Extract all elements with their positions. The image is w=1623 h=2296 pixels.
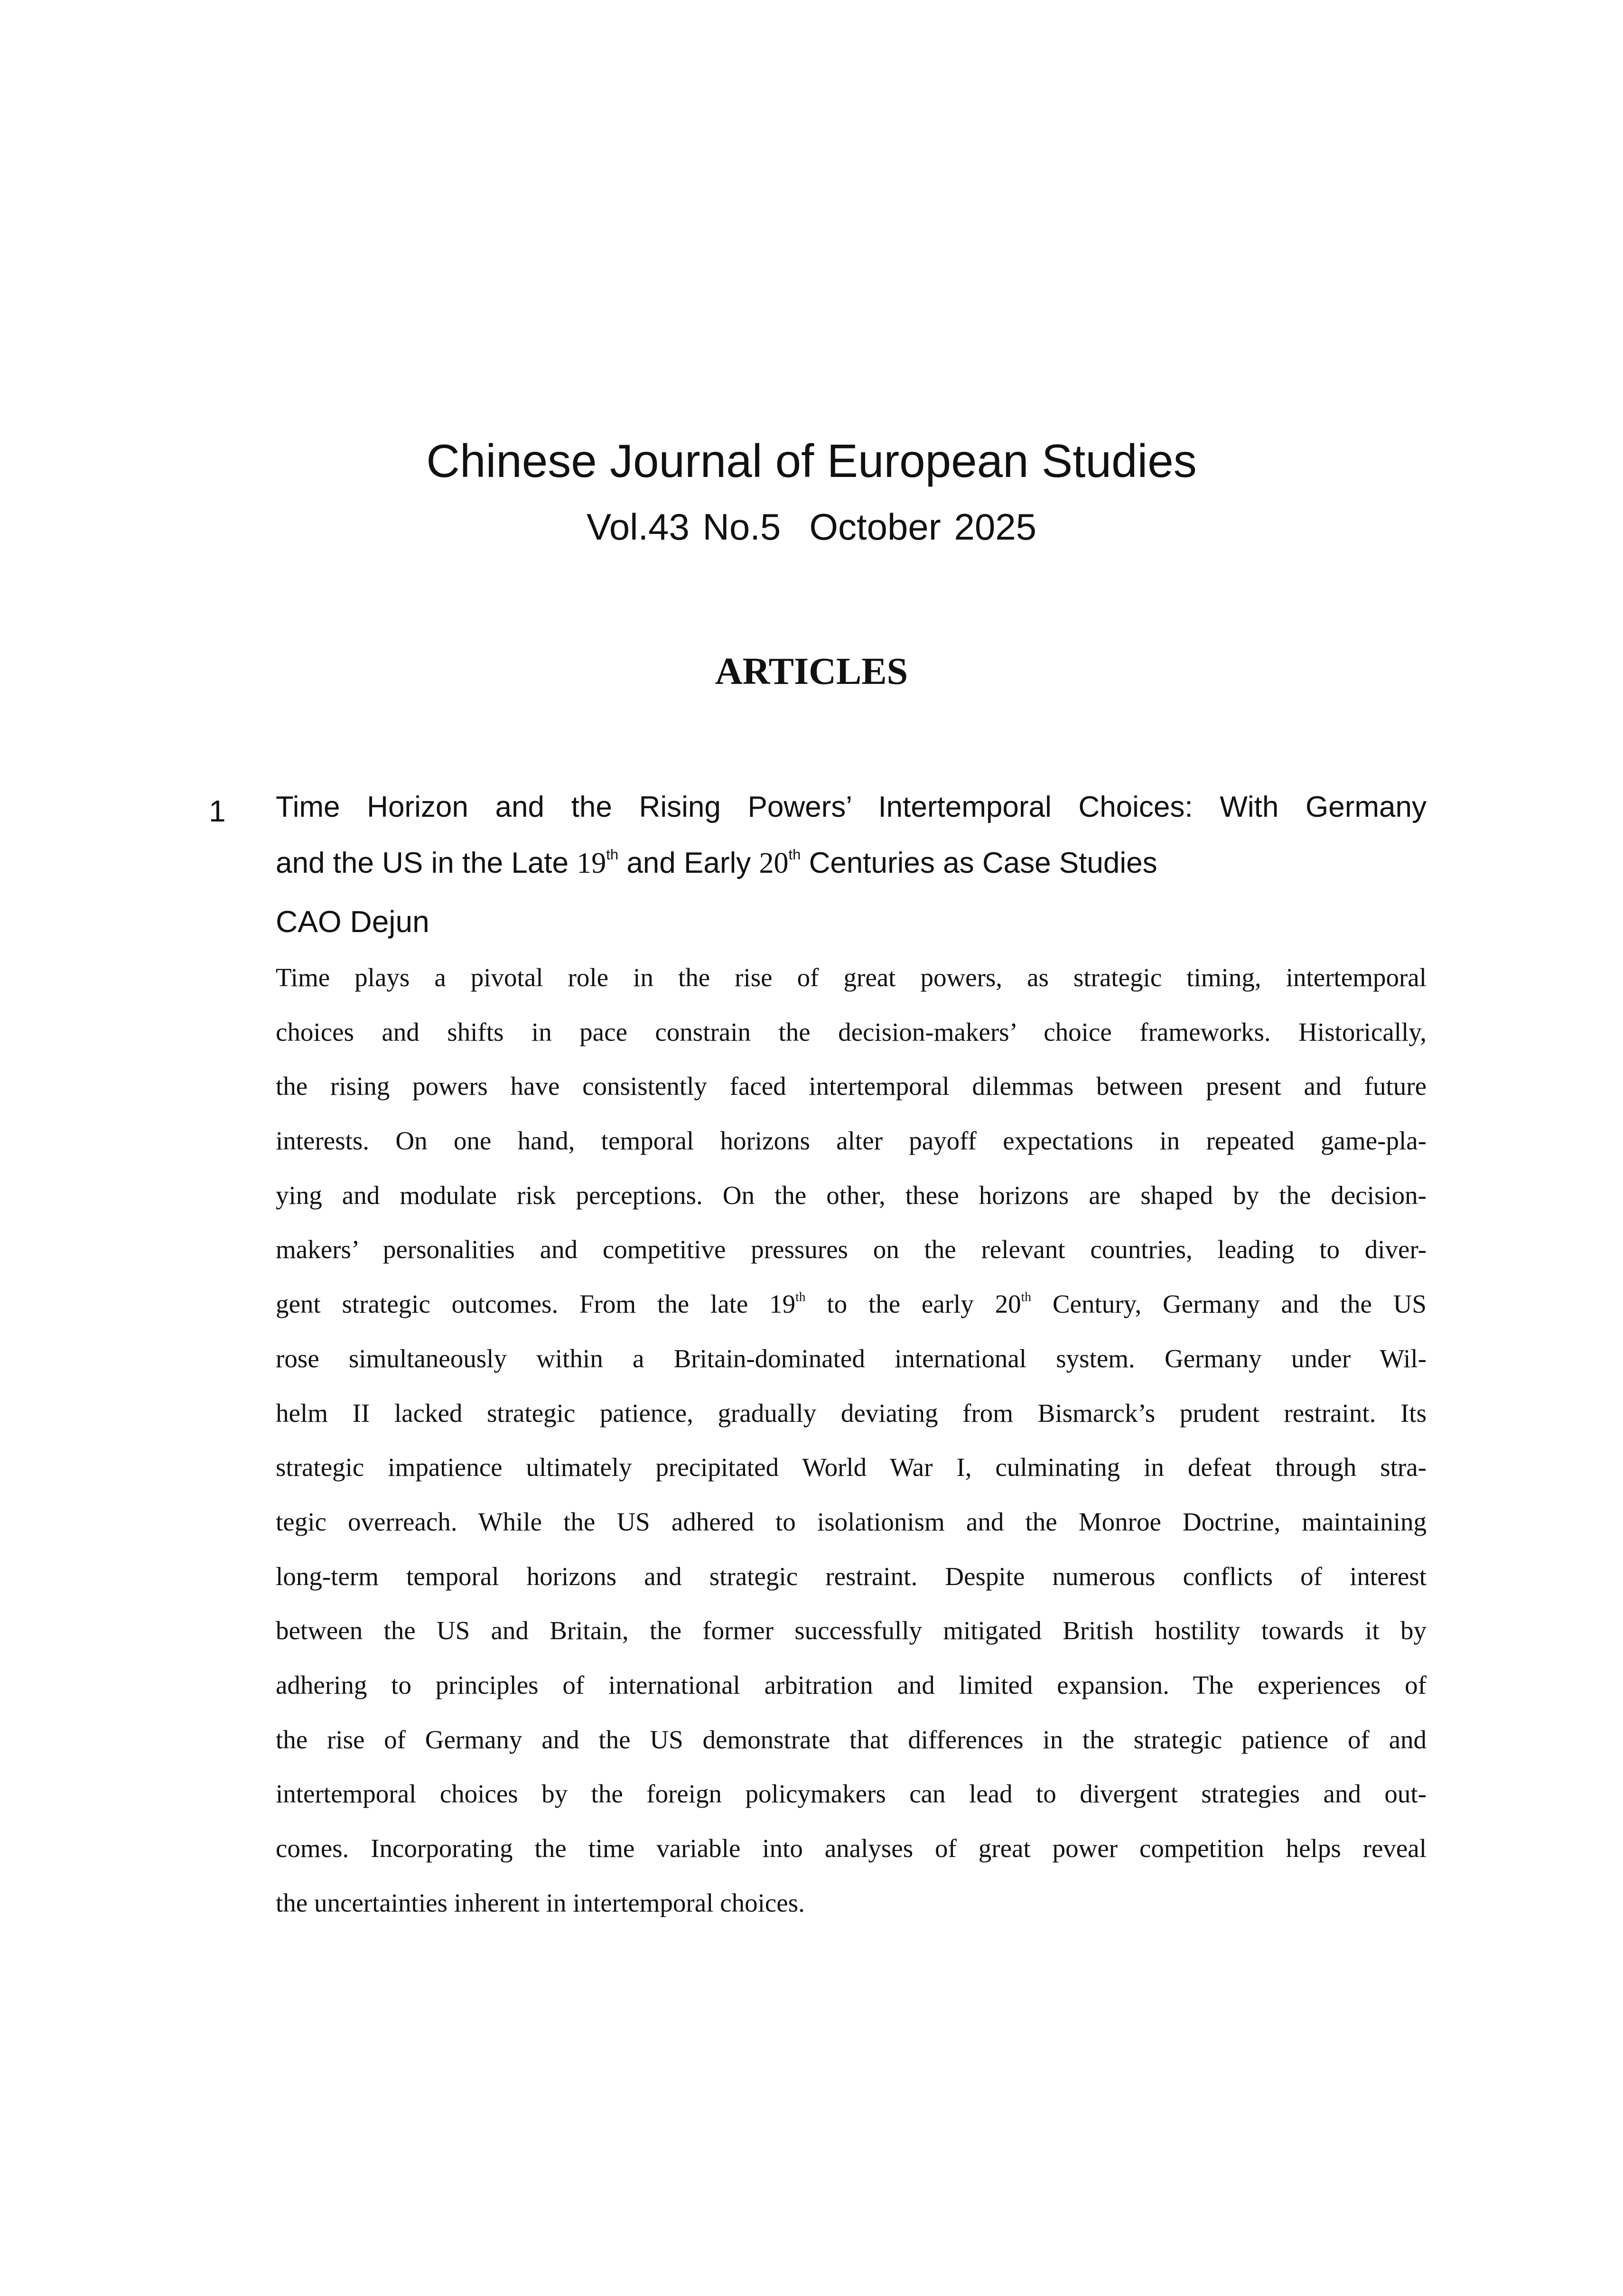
abstract-line: long-term temporal horizons and strategic restraint. Despite numerous conflicts of interest: [276, 1561, 1427, 1591]
section-heading: ARTICLES: [715, 651, 908, 692]
abstract-line: between the US and Britain, the former successfully mitigated British hostility towards it by: [276, 1616, 1427, 1645]
abstract-line: the rising powers have consistently faced intertemporal dilemmas between present and future: [276, 1072, 1427, 1101]
abstract-line: the uncertainties inherent in intertemporal choices.: [276, 1888, 805, 1917]
issue-info: [0, 505, 1623, 549]
abstract-line: [276, 1285, 1427, 1340]
article-title-line-1: Time Horizon and the Rising Powers’ Intertemporal Choices: With Germany: [276, 791, 1427, 823]
abstract-line: choices and shifts in pace constrain the decision-makers’ choice frameworks. Historically,: [276, 1017, 1427, 1046]
abstract-text: Century, Germany and the US: [1031, 1289, 1427, 1319]
abstract-line: interests. On one hand, temporal horizons alter payoff expectations in repeated game-pla-: [276, 1126, 1427, 1156]
abstract-line: rose simultaneously within a Britain-dominated international system. Germany under Wil-: [276, 1344, 1427, 1373]
superscript: th: [1021, 1289, 1032, 1304]
article-title-line-2: [276, 846, 1427, 880]
abstract-text: to the early 20: [805, 1289, 1021, 1319]
abstract-line: intertemporal choices by the foreign policymakers can lead to divergent strategies and out-: [276, 1779, 1427, 1809]
abstract-text: gent strategic outcomes. From the late 19: [276, 1289, 796, 1319]
journal-title: Chinese Journal of European Studies: [426, 435, 1197, 487]
article-abstract: [276, 959, 1427, 1938]
article-number: 1: [209, 794, 226, 828]
title-number: 20: [759, 847, 789, 879]
abstract-line: adhering to principles of international arbitration and limited expansion. The experiences of: [276, 1670, 1427, 1699]
abstract-line: ying and modulate risk perceptions. On the other, these horizons are shaped by the decision-: [276, 1180, 1427, 1210]
abstract-line: makers’ personalities and competitive pressures on the relevant countries, leading to diver-: [276, 1235, 1427, 1264]
title-text: and Early: [618, 847, 759, 879]
abstract-line: strategic impatience ultimately precipitated World War I, culminating in defeat through stra-: [276, 1453, 1427, 1482]
abstract-line: Time plays a pivotal role in the rise of great powers, as strategic timing, intertemporal: [276, 963, 1427, 992]
title-number: 19: [577, 847, 606, 879]
superscript: th: [795, 1289, 806, 1304]
abstract-line: comes. Incorporating the time variable into analyses of great power competition helps reveal: [276, 1834, 1427, 1863]
article-author: CAO Dejun: [276, 905, 429, 939]
superscript: th: [606, 846, 619, 863]
abstract-line: the rise of Germany and the US demonstrate that differences in the strategic patience of and: [276, 1725, 1427, 1754]
superscript: th: [788, 846, 801, 863]
abstract-line: tegic overreach. While the US adhered to isolationism and the Monroe Doctrine, maintaining: [276, 1507, 1427, 1536]
abstract-line: helm II lacked strategic patience, gradually deviating from Bismarck’s prudent restraint. Its: [276, 1398, 1427, 1428]
issue-date: October 2025: [809, 506, 1036, 548]
title-text: and the US in the Late: [276, 847, 577, 879]
title-text: Centuries as Case Studies: [801, 847, 1157, 879]
volume: Vol.43 No.5: [587, 506, 781, 548]
